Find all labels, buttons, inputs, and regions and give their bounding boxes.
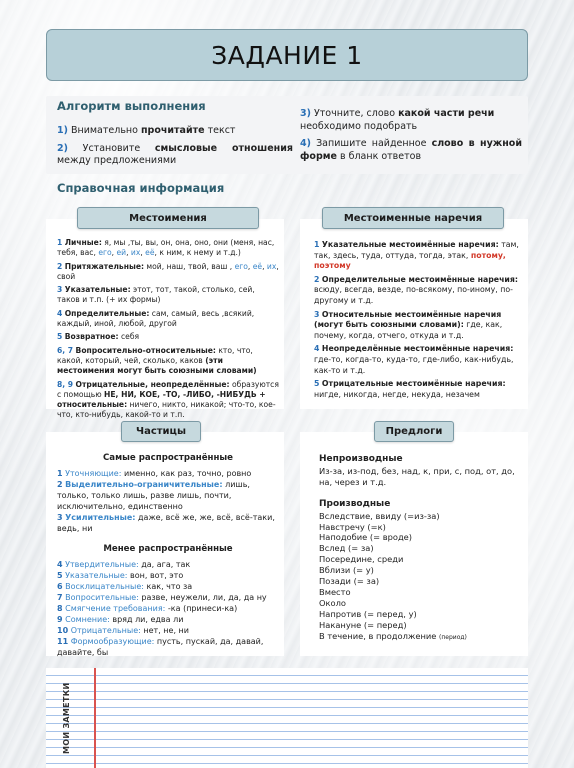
adverb-item-definitive: 2 Определительные местоимённые наречия: всюду, всегда, везде, по-всякому, по-иному, по-другому и т.д.	[314, 274, 519, 305]
notes-area[interactable]	[46, 668, 528, 768]
pronoun-item-interrogative: 6, 7 Вопросительно-относительные: кто, что, какой, который, чей, сколько, каков (эти местоимения могут быть союзными словами)	[57, 345, 257, 376]
prepositions-list	[319, 454, 522, 644]
adverb-item-relative: 3 Относительные местоимённые наречия (могут быть союзными словами): где, как, почему, когда, отчего, откуда и т.д.	[314, 309, 503, 340]
prepositions-panel	[300, 432, 528, 656]
adverb-item-indefinite: 4 Неопределённые местоимённые наречия: где-то, когда-то, куда-то, где-либо, как-нибудь, как-то и т.д.	[314, 344, 514, 375]
preposition-derived-5: Посередине, среди	[319, 554, 404, 565]
preposition-derived-9: Около	[319, 597, 346, 608]
particle-item-10: 10 Отрицательные: нет, не, ни	[57, 626, 189, 635]
algorithm-left-column	[57, 125, 293, 173]
particle-item-6: 6 Восклицательные: как, что за	[57, 582, 193, 591]
pronoun-item-possessive: 2 Притяжательные: мой, наш, твой, ваш , его, её, их, свой	[57, 261, 279, 281]
page-title-box	[46, 29, 528, 81]
page-title: ЗАДАНИЕ 1	[211, 40, 363, 70]
preposition-derived-10: Напротив (= перед, у)	[319, 608, 417, 619]
adverb-item-negative: 5 Отрицательные местоимённые наречия: нигде, никогда, негде, некуда, незачем	[314, 379, 506, 399]
pronoun-item-personal: 1 Личные: я, мы ,ты, вы, он, она, оно, они (меня, нас, тебя, вас, его, ей, их, её, к ним, к нему и т.д.)	[57, 238, 275, 258]
particles-panel	[46, 432, 284, 656]
prepositions-derived-heading: Производные	[319, 498, 391, 509]
particles-common-heading: Самые распространённые	[102, 453, 234, 463]
pronoun-item-demonstrative: 3 Указательные: этот, тот, такой, столько, сей, таков и т.п. (+ их формы)	[57, 285, 255, 305]
particle-item-8: 8 Смягчение требования: -ка (принеси-ка)	[57, 604, 238, 613]
particles-tag: Частицы	[121, 421, 201, 442]
prepositions-nonderived-text: Из-за, из-под, без, над, к, при, с, под, от, до, на, через и т.д.	[319, 465, 515, 487]
particles-list	[57, 451, 279, 658]
pronouns-panel	[46, 219, 284, 420]
particle-item-4: 4 Утвердительные: да, ага, так	[57, 560, 191, 569]
pronoun-item-reflexive: 5 Возвратное: себя	[57, 332, 140, 342]
particle-item-11: 11 Формообразующие: пусть, пускай, да, давай, давайте, бы	[57, 637, 264, 657]
prepositions-tag: Предлоги	[374, 421, 454, 442]
preposition-derived-8: Вместо	[319, 586, 351, 597]
algorithm-step-4: 4) Запишите найденное слово в нужной форме в бланк ответов	[300, 138, 522, 162]
pronoun-adverbs-panel	[300, 219, 528, 409]
preposition-derived-4: Вслед (= за)	[319, 543, 374, 554]
preposition-derived-7: Позади (= за)	[319, 576, 380, 587]
pronouns-tag: Местоимения	[77, 207, 259, 229]
pronoun-item-definitive: 4 Определительные: сам, самый, весь ,всякий, каждый, иной, любой, другой	[57, 308, 255, 329]
preposition-derived-1: Вследствие, ввиду (=из-за)	[319, 510, 440, 521]
algorithm-right-column	[300, 108, 522, 168]
notes-margin-line	[94, 668, 96, 768]
pronoun-item-negative: 8, 9 Отрицательные, неопределённые: образуются с помощью НЕ, НИ, КОЕ, -ТО, -ЛИБО, -НИБУДЬ + относительные: ничего, никто, никакой; что-то, кое-что, кто-нибудь, какой-то и т.п.	[57, 379, 279, 420]
pronoun-adverbs-list	[314, 240, 521, 403]
algorithm-step-1: 1) Внимательно прочитайте текст	[57, 125, 236, 136]
algorithm-heading: Алгоритм выполнения	[57, 99, 206, 113]
preposition-derived-3: Наподобие (= вроде)	[319, 532, 413, 543]
preposition-derived-6: Вблизи (= у)	[319, 565, 374, 576]
reference-heading: Справочная информация	[57, 181, 225, 195]
particle-item-1: 1 Уточняющие: именно, как раз, точно, ровно	[57, 469, 252, 478]
pronouns-list	[57, 238, 279, 424]
notes-label: МОИ ЗАМЕТКИ	[62, 682, 71, 754]
preposition-derived-last: В течение, в продолжение (период)	[319, 630, 467, 641]
particle-item-7: 7 Вопросительные: разве, неужели, ли, да, да ну	[57, 593, 267, 602]
particles-rare-heading: Менее распространённые	[103, 544, 233, 554]
algorithm-step-2: 2) Установите смысловые отношения между предложениями	[57, 142, 293, 166]
particle-item-3: 3 Усилительные: даже, всё же, же, всё, всё-таки, ведь, ни	[57, 513, 275, 533]
particle-item-9: 9 Сомнение: вряд ли, едва ли	[57, 615, 184, 624]
algorithm-step-3: 3) Уточните, слово какой части речи необходимо подобрать	[300, 108, 495, 132]
preposition-derived-11: Накануне (= перед)	[319, 619, 407, 630]
adverb-item-demonstrative: 1 Указательные местоимённые наречия: там, так, здесь, туда, оттуда, тогда, этак, потому, поэтому	[314, 240, 519, 271]
particle-item-2: 2 Выделительно-ограничительные: лишь, только, только лишь, разве лишь, почти, исключительно, единственно	[57, 480, 250, 511]
particle-item-5: 5 Указательные: вон, вот, это	[57, 571, 184, 580]
prepositions-nonderived-heading: Непроизводные	[319, 454, 403, 464]
pronoun-adverbs-tag: Местоименные наречия	[322, 207, 504, 229]
algorithm-block	[46, 96, 528, 174]
preposition-derived-2: Навстречу (=к)	[319, 521, 386, 532]
